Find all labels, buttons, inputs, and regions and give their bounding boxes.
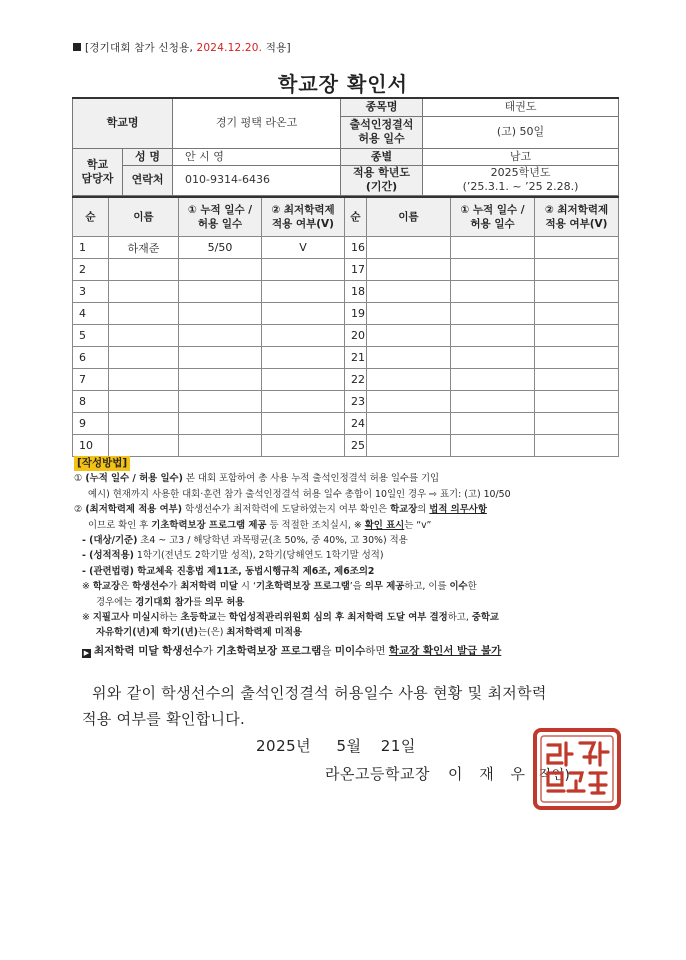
student-name xyxy=(109,303,179,325)
days-used: 5/50 xyxy=(179,237,262,259)
row-number: 10 xyxy=(73,435,109,457)
row-number: 4 xyxy=(73,303,109,325)
student-name xyxy=(367,391,451,413)
student-name xyxy=(109,413,179,435)
student-name xyxy=(109,369,179,391)
row-number: 20 xyxy=(345,325,367,347)
signer-name: 이 재 우 xyxy=(447,765,531,783)
student-name xyxy=(109,325,179,347)
student-name xyxy=(367,237,451,259)
min-academic-check xyxy=(535,237,619,259)
square-bullet-icon xyxy=(73,43,81,51)
min-academic-check xyxy=(262,435,345,457)
category-value: 남고 xyxy=(423,148,619,165)
table-row xyxy=(73,325,619,347)
student-name xyxy=(367,259,451,281)
col-name-left: 이름 xyxy=(109,197,179,237)
days-used xyxy=(451,325,535,347)
min-academic-check: V xyxy=(262,237,345,259)
min-academic-check xyxy=(262,259,345,281)
row-number: 17 xyxy=(345,259,367,281)
min-academic-check xyxy=(535,413,619,435)
contact-value: 010-9314-6436 xyxy=(173,165,341,195)
school-value: 경기 평택 라온고 xyxy=(173,98,341,148)
row-number: 6 xyxy=(73,347,109,369)
guide-note-2-cont: 자유학기(년)제 학기(년)는(은) 최저학력제 미적용 xyxy=(96,627,303,639)
min-academic-check xyxy=(535,259,619,281)
days-used xyxy=(451,413,535,435)
attendance-value: (고) 50일 xyxy=(423,116,619,148)
year-label: 적용 학년도 (기간) xyxy=(341,165,423,195)
days-used xyxy=(451,259,535,281)
min-academic-check xyxy=(262,325,345,347)
min-academic-check xyxy=(262,347,345,369)
document-title: 학교장 확인서 xyxy=(278,72,408,96)
info-table xyxy=(72,97,619,196)
row-number: 16 xyxy=(345,237,367,259)
row-number: 24 xyxy=(345,413,367,435)
student-name xyxy=(109,281,179,303)
min-academic-check xyxy=(262,413,345,435)
student-name xyxy=(367,281,451,303)
days-used xyxy=(451,237,535,259)
writing-guide xyxy=(74,456,634,659)
min-academic-check xyxy=(262,281,345,303)
name-value: 안 시 영 xyxy=(173,148,341,165)
student-name xyxy=(367,303,451,325)
contact-label: 연락처 xyxy=(123,165,173,195)
col-no-right: 순 xyxy=(345,197,367,237)
min-academic-check xyxy=(262,303,345,325)
min-academic-check xyxy=(535,435,619,457)
manager-label: 학교 담당자 xyxy=(73,148,123,195)
student-name xyxy=(367,347,451,369)
student-name xyxy=(109,391,179,413)
min-academic-check xyxy=(535,325,619,347)
days-used xyxy=(451,435,535,457)
days-used xyxy=(179,435,262,457)
days-used xyxy=(179,259,262,281)
row-number: 2 xyxy=(73,259,109,281)
student-name xyxy=(367,413,451,435)
event-value: 태권도 xyxy=(423,98,619,116)
guide-note-2: ※ 지필고사 미실시하는 초등학교는 학업성적관리위원회 심의 후 최저학력 도달 여부 결정하고, 중학교 xyxy=(82,612,499,624)
guide-final-warning: ▶ 최저학력 미달 학생선수가 기초학력보장 프로그램을 미이수하면 학교장 확인서 발급 불가 xyxy=(83,644,502,657)
table-row xyxy=(73,413,619,435)
student-name xyxy=(109,259,179,281)
days-used xyxy=(179,281,262,303)
guide-note-1-cont: 경우에는 경기대회 참가를 의무 허용 xyxy=(96,596,245,608)
attendance-label: 출석인정결석 허용 일수 xyxy=(341,116,423,148)
days-used xyxy=(179,303,262,325)
student-name xyxy=(109,347,179,369)
table-row xyxy=(73,259,619,281)
student-name xyxy=(109,435,179,457)
days-used xyxy=(179,325,262,347)
min-academic-check xyxy=(262,391,345,413)
row-number: 1 xyxy=(73,237,109,259)
stamp-label: (직인) xyxy=(532,768,571,783)
school-label: 학교명 xyxy=(73,98,173,148)
table-row xyxy=(73,237,619,259)
guide-target: - (대상/기준) 초4 ~ 고3 / 해당학년 과목평균(초 50%, 중 40%, 고 30%) 적용 xyxy=(82,535,408,547)
name-label: 성 명 xyxy=(123,148,173,165)
days-used xyxy=(451,391,535,413)
guide-item-2: ② (최저학력제 적용 여부) 학생선수가 최저학력에 도달하였는지 여부 확인은 학교장의 법적 의무사항 xyxy=(74,504,487,516)
application-note: [경기대회 참가 신청용, 2024.12.20. 적용] xyxy=(73,40,291,55)
student-name xyxy=(367,435,451,457)
days-used xyxy=(179,391,262,413)
row-number: 9 xyxy=(73,413,109,435)
year-value: 2025학년도 (’25.3.1. ~ ’25 2.28.) xyxy=(423,165,619,195)
guide-law: - (관련법령) 학교체육 진흥법 제11조, 동법시행규칙 제6조, 제6조의2 xyxy=(82,565,375,577)
col-days-left: ① 누적 일수 / 허용 일수 xyxy=(179,197,262,237)
table-row xyxy=(73,347,619,369)
guide-item-1-example: 예시) 현재까지 사용한 대회·훈련 참가 출석인정결석 허용 일수 총합이 10일인 경우 ⇨ 표기: (고) 10/50 xyxy=(88,488,511,500)
days-used xyxy=(451,281,535,303)
guide-item-2-cont: 이므로 확인 후 기초학력보장 프로그램 제공 등 적절한 조치실시, ※ 확인 표시는 “v” xyxy=(88,519,432,531)
row-number: 25 xyxy=(345,435,367,457)
col-no-left: 순 xyxy=(73,197,109,237)
min-academic-check xyxy=(535,347,619,369)
row-number: 8 xyxy=(73,391,109,413)
min-academic-check xyxy=(262,369,345,391)
col-days-right: ① 누적 일수 / 허용 일수 xyxy=(451,197,535,237)
min-academic-check xyxy=(535,303,619,325)
min-academic-check xyxy=(535,391,619,413)
guide-header: [작성방법] xyxy=(74,456,130,471)
days-used xyxy=(179,347,262,369)
row-number: 3 xyxy=(73,281,109,303)
table-row xyxy=(73,369,619,391)
student-name xyxy=(367,369,451,391)
category-label: 종별 xyxy=(341,148,423,165)
table-row xyxy=(73,303,619,325)
col-min-right: ② 최저학력제 적용 여부(V) xyxy=(535,197,619,237)
col-name-right: 이름 xyxy=(367,197,451,237)
days-used xyxy=(451,303,535,325)
min-academic-check xyxy=(535,281,619,303)
row-number: 22 xyxy=(345,369,367,391)
min-academic-check xyxy=(535,369,619,391)
guide-item-1: ① (누적 일수 / 허용 일수) 본 대회 포함하여 총 사용 누적 출석인정결석 허용 일수를 기입 xyxy=(74,473,440,485)
guide-note-1: ※ 학교장은 학생선수가 최저학력 미달 시 ‘기초학력보장 프로그램’을 의무 제공하고, 이를 이수한 xyxy=(82,581,477,593)
issue-date: 2025년 5월 21일 xyxy=(256,737,416,755)
row-number: 18 xyxy=(345,281,367,303)
guide-grade: - (성적적용) 1학기(전년도 2학기말 성적), 2학기(당해연도 1학기말 성적) xyxy=(82,550,384,562)
confirmation-text: 위와 같이 학생선수의 출석인정결석 허용일수 사용 현황 및 최저학력 적용 여부를 확인합니다. xyxy=(82,684,547,728)
event-label: 종목명 xyxy=(341,98,423,116)
roster-header-row xyxy=(73,197,619,237)
apply-date: 2024.12.20. xyxy=(196,42,263,54)
row-number: 5 xyxy=(73,325,109,347)
days-used xyxy=(179,369,262,391)
row-number: 7 xyxy=(73,369,109,391)
table-row xyxy=(73,435,619,457)
student-name xyxy=(367,325,451,347)
student-name: 하재준 xyxy=(109,237,179,259)
days-used xyxy=(451,347,535,369)
signer-title: 라온고등학교장 xyxy=(325,765,430,783)
arrow-box-icon: ▶ xyxy=(83,648,90,657)
days-used xyxy=(179,413,262,435)
table-row xyxy=(73,391,619,413)
col-min-left: ② 최저학력제 적용 여부(V) xyxy=(262,197,345,237)
table-row xyxy=(73,281,619,303)
row-number: 23 xyxy=(345,391,367,413)
school-seal-icon xyxy=(532,727,622,811)
days-used xyxy=(451,369,535,391)
row-number: 21 xyxy=(345,347,367,369)
row-number: 19 xyxy=(345,303,367,325)
student-roster-table xyxy=(72,196,619,457)
